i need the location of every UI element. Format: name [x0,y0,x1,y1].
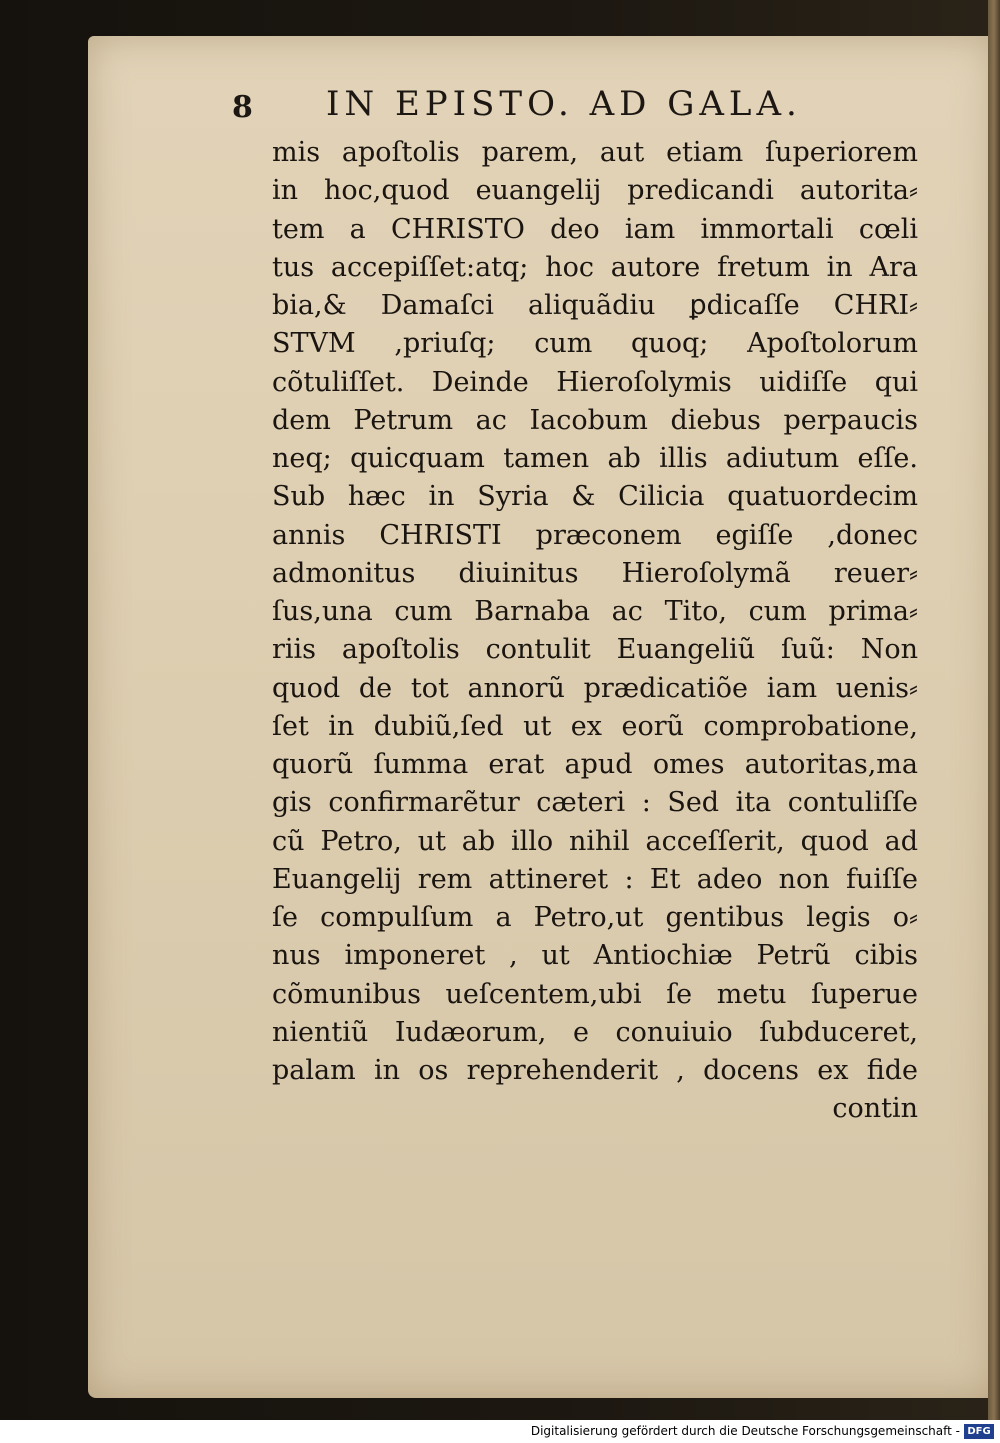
text-line: nus imponeret , ut Antiochiæ Petrũ cibis [272,940,918,972]
text-line: palam in os reprehenderit , docens ex fide [272,1055,918,1086]
text-line: cũ Petro, ut ab illo nihil acceſſerit, quod ad [272,825,918,857]
page-number: 8 [232,90,253,125]
text-line: cõmunibus ueſcentem,ubi ſe metu ſuperue [272,978,918,1010]
text-line: nientiũ Iudæorum, e conuiuio ſubduceret, [272,1016,918,1048]
text-line: in hoc,quod euangelij predicandi autorita⸗ [272,175,918,207]
text-line: ſet in dubiũ,ſed ut ex eorũ comprobatione, [272,710,918,742]
text-line: riis apoſtolis contulit Euangeliũ ſuũ: Non [272,634,918,666]
text-line: admonitus diuinitus Hieroſolymã reuer⸗ [272,557,918,589]
text-line: STVM ,priuſq; cum quoq; Apoſtolorum [272,328,918,360]
body-text [272,134,918,1129]
text-line: bia,& Damaſci aliquãdiu ꝑdicaſſe CHRI⸗ [272,290,918,321]
text-line: cõtuliſſet. Deinde Hieroſolymis uidiſſe qui [272,366,918,398]
text-line: tus accepiſſet:atq; hoc autore fretum in Ara [272,251,918,283]
text-line: ſe compulſum a Petro,ut gentibus legis o⸗ [272,902,918,933]
text-line: gis confirmarẽtur cæteri : Sed ita contuliſſe [272,787,918,819]
funding-attribution: Digitalisierung gefördert durch die Deutsche Forschungsgemeinschaft - [530,1424,960,1438]
text-line: annis CHRISTI præconem egiſſe ,donec [272,519,918,551]
text-line: quod de tot annorũ prædicatiõe iam uenis⸗ [272,672,918,704]
catchword: contin [832,1093,918,1125]
page-header [232,84,932,128]
text-line: Euangelij rem attineret : Et adeo non fuiſſe [272,863,918,895]
page-edge [988,0,1000,1420]
text-line: tem a CHRISTO deo iam immortali cœli [272,213,918,245]
footer-bar [0,1420,1000,1443]
running-head: IN EPISTO. AD GALA. [326,84,802,124]
text-line: mis apoſtolis parem, aut etiam ſuperiorem [272,137,918,168]
text-line: neq; quicquam tamen ab illis adiutum eſſe. [272,443,918,474]
text-line: dem Petrum ac Iacobum diebus perpaucis [272,404,918,436]
dfg-logo: DFG [964,1424,994,1439]
text-line: quorũ ſumma erat apud omes autoritas,ma [272,749,918,780]
text-line: Sub hæc in Syria & Cilicia quatuordecim [272,481,918,513]
text-line: ſus,una cum Barnaba ac Tito, cum prima⸗ [272,596,918,627]
